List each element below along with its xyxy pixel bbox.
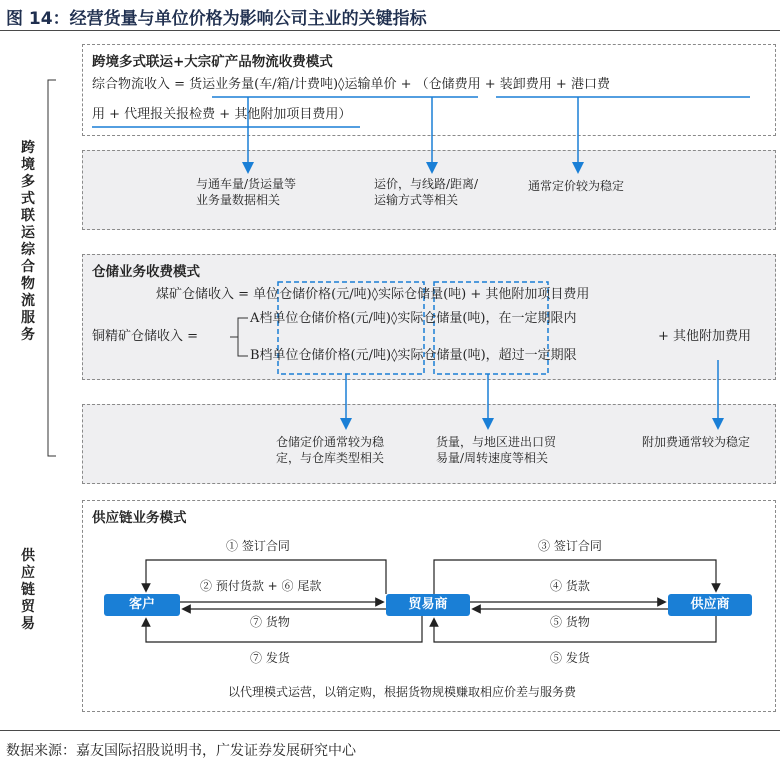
node-trader: 贸易商: [386, 594, 470, 616]
logistics-note-price: 运价，与线路/距离/ 运输方式等相关: [374, 177, 479, 207]
side-logistics-char: 跨: [21, 140, 35, 156]
side-supply-char: 供: [21, 548, 35, 564]
side-logistics-char: 流: [21, 293, 35, 309]
right-flow-contract: ③ 签订合同: [538, 539, 602, 553]
left-flow-payment: ② 预付货款 + ⑥ 尾款: [200, 579, 322, 593]
logistics-note-fees: 通常定价较为稳定: [528, 179, 625, 193]
source-note: 数据来源：嘉友国际招股说明书，广发证券发展研究中心: [6, 743, 356, 759]
logistics-heading: 跨境多式联运+大宗矿产品物流收费模式: [92, 54, 333, 70]
coal-storage-formula: 煤矿仓储收入 = 单位仓储价格(元/吨)◊实际仓储量(吨) + 其他附加项目费用: [156, 287, 590, 302]
side-logistics-char: 联: [21, 208, 35, 224]
side-bracket: [48, 80, 56, 456]
side-logistics-char: 合: [21, 259, 35, 275]
bottom-rule: [0, 730, 780, 731]
copper-extra-fees: + 其他附加费用: [658, 329, 752, 344]
logistics-formula-line2: 用 + 代理报关报检费 + 其他附加项目费用）: [92, 107, 352, 122]
side-logistics-char: 务: [21, 327, 35, 343]
storage-note-volume: 货量，与地区进出口贸 易量/周转速度等相关: [436, 435, 557, 465]
copper-bracket: [230, 318, 248, 356]
side-supply-char: 链: [21, 582, 35, 598]
right-flow-goods: ⑤ 货物: [550, 615, 590, 629]
figure-title: 图 14：经营货量与单位价格为影响公司主业的关键指标: [6, 9, 427, 29]
logistics-formula-line1: 综合物流收入 = 货运业务量(车/箱/计费吨)◊运输单价 + （仓储费用 + 装卸费用 + 港口费: [92, 77, 610, 92]
copper-storage-label: 铜精矿仓储收入 =: [92, 329, 199, 344]
side-supply-char: 应: [21, 565, 35, 581]
side-logistics-char: 境: [21, 157, 35, 173]
left-flow-ship: ⑦ 发货: [250, 651, 290, 665]
left-flow-goods: ⑦ 货物: [250, 615, 290, 629]
side-logistics-char: 服: [21, 310, 35, 326]
right-flow-ship: ⑤ 发货: [550, 651, 590, 665]
supply-chain-heading: 供应链业务模式: [92, 510, 187, 526]
side-logistics-char: 式: [21, 191, 35, 207]
storage-note-price: 仓储定价通常较为稳 定，与仓库类型相关: [276, 435, 385, 465]
side-supply-char: 贸: [21, 599, 35, 615]
side-logistics-char: 物: [21, 276, 35, 292]
node-customer: 客户: [104, 594, 180, 616]
side-supply-char: 易: [21, 616, 35, 632]
side-logistics-char: 多: [21, 174, 35, 190]
supply-chain-footer: 以代理模式运营，以销定购，根据货物规模赚取相应价差与服务费: [228, 685, 577, 699]
side-logistics-char: 综: [21, 242, 35, 258]
logistics-note-volume: 与通车量/货运量等 业务量数据相关: [196, 177, 297, 207]
storage-heading: 仓储业务收费模式: [92, 264, 200, 280]
storage-note-extra: 附加费通常较为稳定: [642, 435, 751, 449]
node-supplier: 供应商: [668, 594, 752, 616]
copper-tier-a: A档单位仓储价格(元/吨)◊实际仓储量(吨)，在一定期限内: [250, 311, 577, 326]
copper-tier-b: B档单位仓储价格(元/吨)◊实际仓储量(吨)，超过一定期限: [250, 348, 577, 363]
side-logistics-char: 运: [21, 225, 35, 241]
right-flow-payment: ④ 货款: [550, 579, 590, 593]
left-flow-contract: ① 签订合同: [226, 539, 290, 553]
